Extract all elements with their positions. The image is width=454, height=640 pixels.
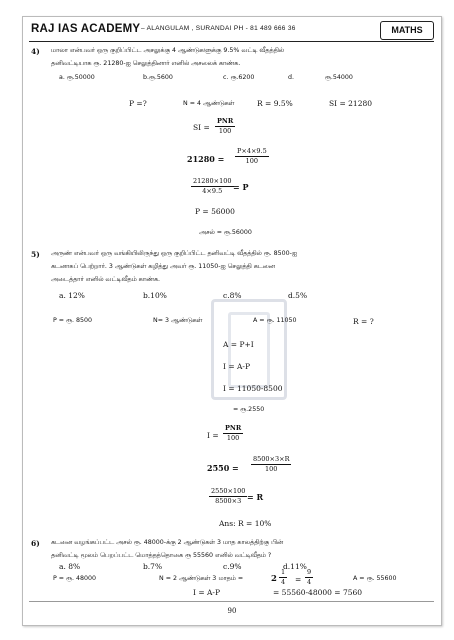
q6-mixed-fraction: $\frac{1}{4}$ — [281, 568, 286, 586]
q4-formula-fraction: PNR 100 — [217, 117, 234, 135]
q5-option-b: b.10% — [143, 291, 167, 300]
q6-step2: = 55560-48000 = 7560 — [273, 588, 363, 597]
q5-formula-fraction: PNR 100 — [225, 424, 242, 442]
q4-number: 4) — [31, 47, 40, 56]
q4-option-c: c. ரூ.6200 — [223, 74, 255, 81]
page-number: 90 — [227, 607, 237, 615]
q5-eq-fraction: $\frac{8500\times 3\times R}{100}$ — [253, 455, 290, 473]
q5-eq2-fraction: $\frac{2550\times 100}{8500\times 3}$ — [211, 487, 246, 505]
q5-step1: A = P+I — [223, 340, 254, 349]
q4-given-si: SI = 21280 — [329, 99, 373, 108]
q6-option-a: a. 8% — [59, 562, 81, 571]
q4-result: P = 56000 — [195, 207, 235, 216]
q5-given-r: R = ? — [353, 317, 374, 326]
academy-title: RAJ IAS ACADEMY — [31, 23, 141, 35]
q4-given-n: N = 4 ஆண்டுகள் — [183, 100, 235, 107]
q5-answer: Ans: R = 10% — [219, 519, 272, 528]
page-header — [29, 21, 434, 42]
q4-answer: அசல் = ரூ.56000 — [199, 229, 252, 236]
q6-fraction: $\frac{9}{4}$ — [307, 568, 312, 586]
q6-option-c: c.9% — [223, 562, 242, 571]
q4-option-d: d. — [288, 74, 294, 81]
q6-line1: கடனை வழங்கப்பட்ட அசல் ரூ. 48000-க்கு 2 ஆண்டுகள் 3 மாத காலத்திற்கு பின் — [51, 539, 283, 546]
q6-line2: தனிவட்டி மூலம் பெறப்பட்ட மொத்தத்தொகை ரூ 55560 எனில் வட்டிவீதம் ? — [51, 552, 272, 559]
q4-eq2-fraction: $\frac{P\times 4\times 9.5}{100}$ — [237, 147, 267, 165]
q6-given-n: N = 2 ஆண்டுகள் 3 மாதம் = — [159, 575, 244, 582]
footer-divider — [29, 601, 434, 602]
q5-step4: = ரூ.2550 — [233, 406, 265, 413]
q5-line2: கடனாகப் பெற்றார். 3 ஆண்டுகள் கழித்து அவர் ரூ. 11050-ஐ செலுத்தி கடனை — [51, 263, 275, 270]
q5-option-c: c.8% — [223, 291, 242, 300]
q5-eq2-rhs: = R — [247, 492, 264, 502]
q5-given-n: N= 3 ஆண்டுகள் — [153, 317, 203, 324]
subject-badge: MATHS — [380, 21, 434, 40]
q4-option-b: b.ரூ.5600 — [143, 74, 173, 81]
q4-line2: தனிவட்டியாக ரூ. 21280-ஐ செலுத்தினார் எனில் அசலைக் காண்க. — [51, 60, 241, 67]
q4-option-a: a. ரூ.50000 — [59, 74, 95, 81]
q5-step3: I = 11050-8500 — [223, 384, 283, 393]
q5-i-lhs: I = — [207, 431, 219, 440]
academy-contact: – ALANGULAM , SURANDAI PH - 81 489 666 36 — [141, 25, 296, 32]
q6-option-d: d.11% — [283, 562, 307, 571]
q5-option-a: a. 12% — [59, 291, 85, 300]
q4-option-d-value: ரூ.54000 — [325, 74, 353, 81]
q4-eq2-lhs: 21280 = — [187, 154, 225, 164]
q4-given-p: P =? — [129, 99, 147, 108]
q4-si-lhs: SI = — [193, 123, 210, 132]
q4-eq3-rhs: = P — [233, 182, 249, 192]
q6-mixed-whole: 2 — [271, 574, 277, 584]
q4-line1: மாலா என்பவர் ஒரு குறிப்பிட்ட அசலுக்கு 4 ஆண்டுகளுக்கு 9.5% வட்டி வீதத்தில் — [51, 47, 285, 54]
q4-given-r: R = 9.5% — [257, 99, 293, 108]
q5-given-a: A = ரூ. 11050 — [253, 317, 297, 324]
q5-eq-lhs: 2550 = — [207, 463, 239, 473]
document-page — [22, 16, 442, 626]
q6-option-b: b.7% — [143, 562, 163, 571]
q6-given-a: A = ரூ. 55600 — [353, 575, 397, 582]
q5-number: 5) — [31, 250, 40, 259]
q4-eq3-fraction: $\frac{21280\times 100}{4\times 9.5}$ — [193, 177, 232, 195]
q6-eq-mid: = — [295, 575, 302, 584]
q6-given-p: P = ரூ. 48000 — [53, 575, 97, 582]
q6-step1: I = A-P — [193, 588, 221, 597]
q5-given-p: P = ரூ. 8500 — [53, 317, 93, 324]
q5-line3: அடைத்தார் எனில் வட்டிவீதம் காண்க. — [51, 276, 161, 283]
q6-number: 6) — [31, 539, 40, 548]
q5-option-d: d.5% — [288, 291, 308, 300]
q5-line1: அருண் என்பவர் ஒரு வங்கியிலிருந்து ஒரு குறிப்பிட்ட தனிவட்டி வீதத்தில் ரூ. 8500-ஐ — [51, 250, 298, 257]
q5-step2: I = A-P — [223, 362, 251, 371]
